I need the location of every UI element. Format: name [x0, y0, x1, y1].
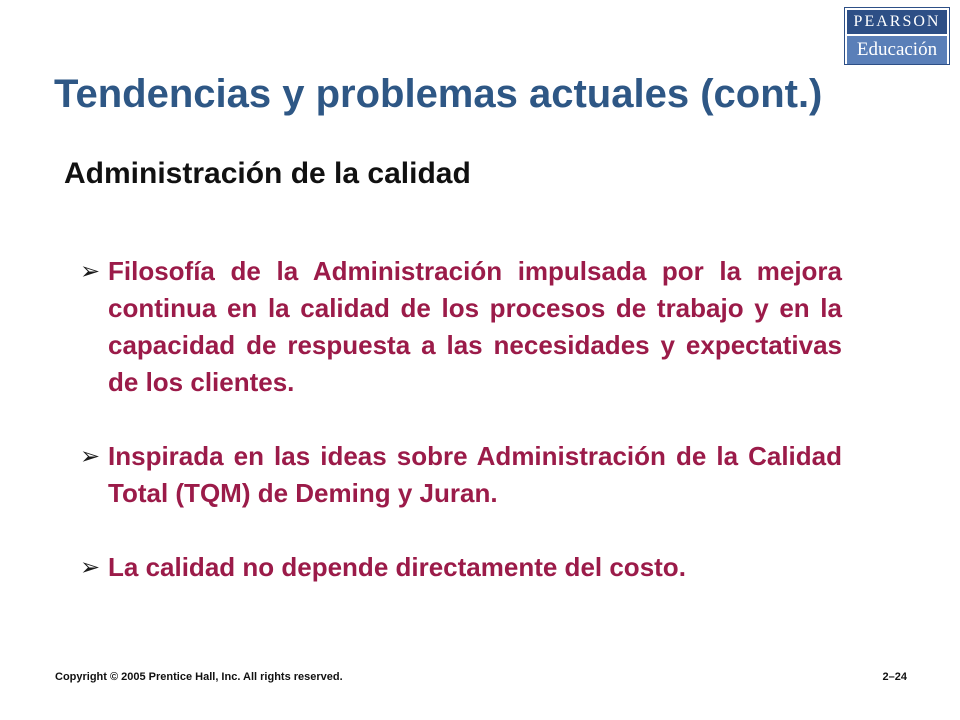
logo-bottom-text: Educación: [847, 36, 947, 64]
slide-subtitle: Administración de la calidad: [64, 157, 471, 190]
pearson-logo: [844, 7, 950, 65]
logo-top-text: PEARSON: [847, 10, 947, 34]
bullet-item: [80, 438, 842, 512]
bullet-text: Filosofía de la Administración impulsada por la mejora continua en la calidad de los procesos de trabajo y en la capacidad de respuesta a las necesidades y expectativas de los clientes.: [108, 256, 842, 397]
bullet-item: [80, 549, 842, 586]
bullet-list: [80, 253, 842, 623]
bullet-text: La calidad no depende directamente del costo.: [108, 552, 686, 582]
slide-title: Tendencias y problemas actuales (cont.): [54, 72, 823, 116]
arrow-bullet-icon: ➢: [80, 258, 101, 285]
bullet-item: [80, 253, 842, 401]
arrow-bullet-icon: ➢: [80, 443, 101, 470]
copyright-notice: Copyright © 2005 Prentice Hall, Inc. All rights reserved.: [55, 671, 343, 683]
page-number: 2–24: [882, 671, 907, 683]
bullet-text: Inspirada en las ideas sobre Administración de la Calidad Total (TQM) de Deming y Juran.: [108, 441, 842, 508]
arrow-bullet-icon: ➢: [80, 554, 101, 581]
